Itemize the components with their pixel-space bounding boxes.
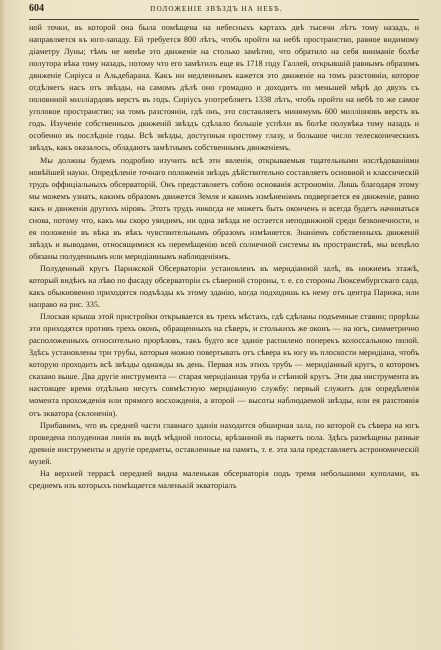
page-body <box>29 22 419 492</box>
page-spine-shadow <box>0 0 6 650</box>
paragraph: Плоская крыша этой пристройки открывается въ трехъ мѣстахъ, гдѣ сдѣланы подъемные ставни; прорѣзы эти приходятся противъ трехъ оконъ, обращенныхъ на сѣверъ, и столькихъ же оконъ — на югъ, симметрично расположенныхъ относительно прорѣзовъ, такъ будто все зданіе распилено поперекъ колоссальною пилой. Здѣсь установлены три трубы, которыя можно повертывать отъ сѣвера къ югу въ плоскости меридіана, чтобъ которую проходить всѣ звѣзды однажды въ день. Первая изъ этихъ трубъ — меридіанный кругъ, о которомъ сказано выше. Два другіе инструмента — старая меридіанная труба и стѣнной кругъ. Эти два инструмента въ настоящее время отдѣльно несутъ совмѣстную меридіанную службу: первый служитъ для опредѣленія момента прохожденія или прямого восхожденія, а второй — высоты наблюдаемой звѣзды, или ея разстоянія отъ экватора (склоненія). <box>29 312 419 418</box>
paragraph: Мы должны будемъ подробно изучить всѣ эти явленія, открываемыя тщательными изслѣдованіями новѣйшей науки. Опредѣленіе точнаго положенія звѣздъ дѣйствительно составляетъ основной и классическій трудъ оффиціальныхъ обсерваторій. Онъ представляетъ собою основанія астрономіи. Лишь благодаря этому мы можемъ узнать, какимъ образомъ движется Земля и какимъ измѣненіямъ подвергается ея движеніе, равно какъ и движенія другихъ міровъ. Этотъ трудъ никогда не можетъ быть оконченъ и всегда будетъ начинаться снова, потому что, какъ мы скоро увидимъ, ни одна звѣзда не остается неподвижной среди безконечности, и ея положеніе въ вѣка въ вѣкъ чувствительнымъ образомъ измѣняется. Знаніемъ собственныхъ движеній звѣздъ и выводами, относящимися къ перемѣщенію всей солнечной системы въ пространствѣ, мы всецѣло обязаны полуденнымъ или меридіаннымъ наблюденіямъ. <box>29 155 419 261</box>
paragraph: ной точки, въ которой она была помѣщена на небесныхъ картахъ двѣ тысячи лѣтъ тому назадъ, и направляется къ юго-западу. Ей требуется 800 лѣтъ, чтобъ пройти на небѣ пространство, равное видимому діаметру Луны; тѣмъ не менѣе это движеніе на столько замѣтно, что обратило на себя вниманіе болѣе полутора вѣка тому назадъ, потому что его замѣтилъ еще въ 1718 году Галлей, открывшій равнымъ образомъ движеніе Сиріуса и Альдебарана. Какъ ни медленнымъ кажется это движеніе на томъ разстояніи, которое отдѣляетъ насъ отъ звѣзды, на самомъ дѣлѣ оно громадно и доходитъ по меньшей мѣрѣ до двухъ съ половиной милліардовъ верстъ въ годъ. Сиріусъ употребляетъ 1338 лѣтъ, чтобъ пройти на небѣ то же самое уголовое пространство; на томъ разстояніи, гдѣ онъ, это составляетъ минимумъ 600 милліоновъ верстъ въ годъ. Изученіе собственныхъ движеній звѣздъ сдѣлало большіе успѣхи въ болѣе полувѣка тому назадъ и особенно въ послѣдніе годы. Всѣ звѣзды, доступныя простому глазу, и большое число телескопическихъ звѣздъ, какъ оказалось, обладаютъ замѣтнымъ собственнымъ движеніемъ. <box>29 23 419 153</box>
paragraph: Полуденный кругъ Парижской Обсерваторіи установленъ въ меридіанной залѣ, въ нижнемъ этажѣ, который видѣнъ на лѣво по фасаду обсерваторіи съ сѣверной стороны, т. е. со стороны Люксембургскаго сада, какъ обыкновенно приходятся подъѣзды къ этому зданію, когда подходишь къ нему отъ центра Парижа, или направо на рис. 335. <box>29 263 419 310</box>
running-title: ПОЛОЖЕНІЕ ЗВѢЗДЪ НА НЕБѢ. <box>150 5 283 13</box>
page-header <box>29 3 419 19</box>
paragraph: Прибавимъ, что въ средней части главнаго зданія находится обширная зала, по которой съ сѣвера на югъ проведена полуденная линія въ видѣ мѣдной полосы, врѣзанной въ паркетъ пола. Здѣсь размѣщены разные древніе инструменты и другіе предметы, оставленные на память, т. е. эта зала представляетъ астрономическій музей. <box>29 420 419 466</box>
paragraph: На верхней террасѣ передней видна маленькая обсерваторія подъ тремя небольшими куполами, въ среднемъ изъ которыхъ помѣщается маленькій экваторіалъ <box>29 468 419 490</box>
header-rule <box>29 19 419 20</box>
page-number: 604 <box>29 3 44 14</box>
